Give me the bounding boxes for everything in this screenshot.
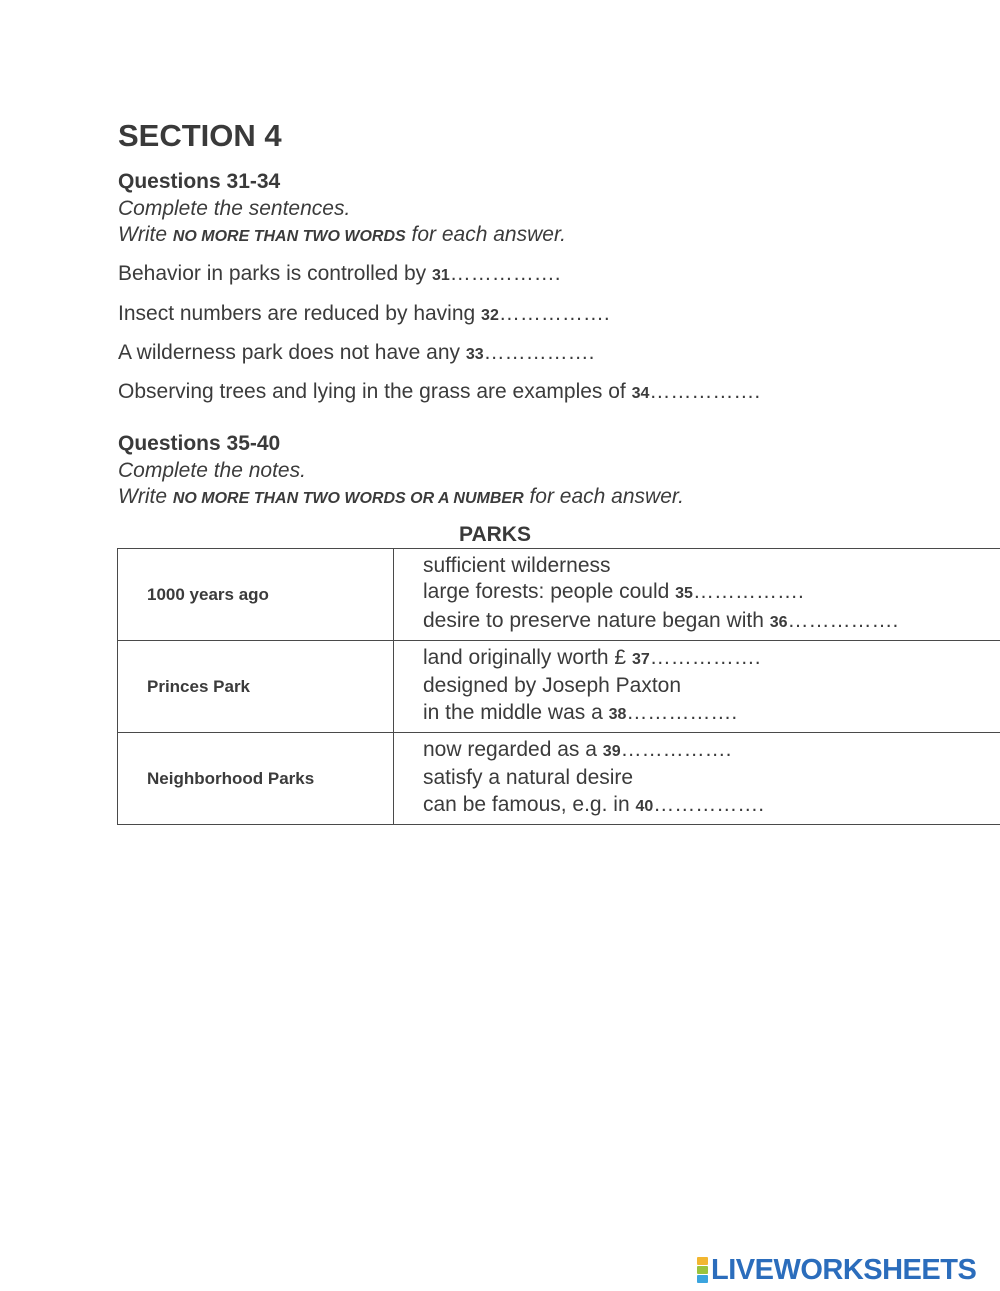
note-text: desire to preserve nature began with — [423, 608, 770, 632]
sentence-31 — [118, 262, 561, 286]
note-text: large forests: people could — [423, 580, 676, 604]
answer-blank[interactable]: ……………. — [649, 380, 761, 403]
questions-35-40-heading: Questions 35-40 — [118, 432, 281, 455]
note-line — [423, 645, 1000, 674]
word-limit-caps: NO MORE THAN TWO WORDS — [172, 228, 406, 245]
logo-blocks-icon — [697, 1257, 708, 1283]
note-line — [423, 579, 1000, 608]
sentence-text: Insect numbers are reduced by having — [118, 302, 482, 325]
question-number: 37 — [631, 650, 650, 668]
question-number: 39 — [602, 742, 621, 760]
table-row — [118, 549, 1000, 641]
row-label: Princes Park — [118, 641, 394, 733]
note-text: now regarded as a — [423, 737, 603, 761]
row-notes — [394, 733, 1000, 825]
note-text: designed by Joseph Paxton — [423, 674, 682, 698]
sentence-32 — [118, 302, 610, 326]
answer-blank[interactable]: ……………. — [620, 737, 732, 761]
row-label: 1000 years ago — [118, 549, 394, 641]
note-line — [423, 765, 1000, 792]
parks-table-title: PARKS — [459, 523, 531, 546]
note-line — [423, 737, 1000, 766]
note-line — [423, 673, 1000, 700]
logo-block — [697, 1275, 708, 1283]
sentence-text: A wilderness park does not have any — [118, 341, 466, 364]
answer-blank[interactable]: ……………. — [653, 792, 765, 816]
answer-blank[interactable]: ……………. — [626, 700, 738, 724]
sentence-text: Observing trees and lying in the grass are examples of — [118, 380, 632, 403]
instruction-suffix: for each answer. — [405, 223, 567, 246]
sentence-33 — [118, 341, 595, 365]
logo-block — [697, 1266, 708, 1274]
instruction-prefix: Write — [118, 485, 173, 508]
note-text: sufficient wilderness — [423, 553, 611, 577]
instruction-suffix: for each answer. — [523, 485, 684, 508]
row-notes — [394, 641, 1000, 733]
question-number: 31 — [432, 267, 450, 284]
question-number: 35 — [675, 585, 693, 603]
answer-blank[interactable]: ……………. — [649, 645, 761, 669]
row-label: Neighborhood Parks — [118, 733, 394, 825]
answer-blank[interactable]: ……………. — [787, 608, 899, 632]
answer-blank[interactable]: ……………. — [692, 580, 804, 604]
note-line — [423, 553, 1000, 580]
question-number: 33 — [465, 346, 484, 363]
note-line — [423, 792, 1000, 821]
question-number: 34 — [631, 385, 650, 402]
note-text: can be famous, e.g. in — [423, 792, 636, 816]
note-text: in the middle was a — [423, 700, 609, 724]
parks-notes-table — [117, 548, 1000, 825]
note-text: land originally worth £ — [423, 645, 632, 669]
question-number: 32 — [481, 307, 499, 324]
table-row — [118, 733, 1000, 825]
question-number: 36 — [769, 613, 788, 631]
questions-31-34-heading: Questions 31-34 — [118, 170, 281, 193]
question-number: 40 — [635, 797, 654, 815]
answer-blank[interactable]: ……………. — [483, 341, 595, 364]
logo-block — [697, 1257, 708, 1265]
row-notes — [394, 549, 1000, 641]
part1-instruction-complete: Complete the sentences. — [118, 197, 351, 220]
section-title: SECTION 4 — [118, 118, 282, 153]
note-line — [423, 608, 1000, 637]
sentence-text: Behavior in parks is controlled by — [118, 262, 432, 285]
part2-instruction-complete: Complete the notes. — [118, 459, 306, 482]
part1-instruction-word-limit — [118, 223, 566, 247]
answer-blank[interactable]: ……………. — [449, 262, 561, 285]
instruction-prefix: Write — [118, 223, 173, 246]
note-text: satisfy a natural desire — [423, 766, 634, 790]
liveworksheets-logo — [697, 1254, 976, 1286]
answer-blank[interactable]: ……………. — [498, 302, 610, 325]
logo-text: LIVEWORKSHEETS — [711, 1253, 977, 1286]
word-limit-caps: NO MORE THAN TWO WORDS OR A NUMBER — [172, 490, 524, 507]
note-line — [423, 700, 1000, 729]
sentence-34 — [118, 380, 760, 404]
part2-instruction-word-limit — [118, 485, 684, 509]
question-number: 38 — [608, 705, 627, 723]
table-row — [118, 641, 1000, 733]
